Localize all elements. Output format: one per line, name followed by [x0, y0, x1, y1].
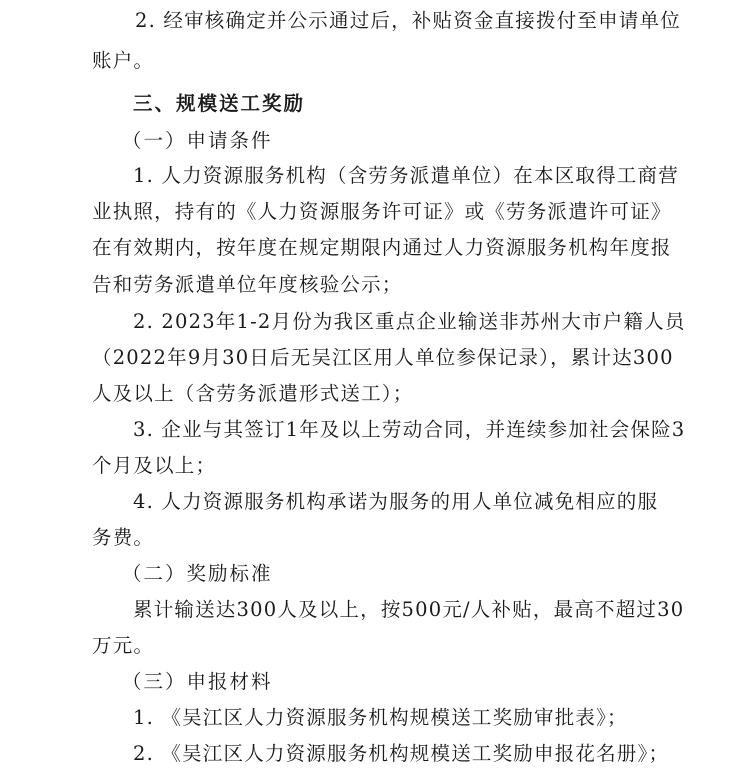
- paragraph-line: 4. 人力资源服务机构承诺为服务的用人单位减免相应的服: [133, 490, 659, 513]
- paragraph-line: 业执照，持有的《人力资源服务许可证》或《劳务派遣许可证》: [92, 200, 672, 223]
- paragraph-line: 告和劳务派遣单位年度核验公示；: [92, 273, 403, 296]
- paragraph-line: 账户。: [92, 49, 155, 72]
- paragraph-line: 1. 《吴江区人力资源服务机构规模送工奖励审批表》；: [133, 706, 628, 729]
- paragraph-line: 2. 《吴江区人力资源服务机构规模送工奖励申报花名册》；: [133, 742, 670, 765]
- paragraph-line: 3. 企业与其签订1年及以上劳动合同，并连续参加社会保险3: [133, 418, 686, 441]
- paragraph-line: 2. 2023年1-2月份为我区重点企业输送非苏州大市户籍人员: [133, 310, 686, 333]
- paragraph-line: 累计输送达300人及以上，按500元/人补贴，最高不超过30: [133, 598, 685, 621]
- sub-heading: （三）申报材料: [122, 670, 273, 693]
- paragraph-line: 个月及以上；: [92, 454, 217, 477]
- paragraph-line: （2022年9月30日后无吴江区用人单位参保记录），累计达300: [92, 346, 674, 369]
- paragraph-line: 2. 经审核确定并公示通过后，补贴资金直接拨付至申请单位: [135, 9, 681, 32]
- paragraph-line: 务费。: [92, 526, 155, 549]
- paragraph-line: 万元。: [92, 634, 155, 657]
- sub-heading: （二）奖励标准: [122, 562, 273, 585]
- paragraph-line: 在有效期内，按年度在规定期限内通过人力资源服务机构年度报: [92, 236, 672, 259]
- section-heading: 三、规模送工奖励: [133, 92, 306, 115]
- sub-heading: （一）申请条件: [122, 129, 273, 152]
- paragraph-line: 人及以上（含劳务派遣形式送工）；: [92, 382, 414, 405]
- paragraph-line: 1. 人力资源服务机构（含劳务派遣单位）在本区取得工商营: [133, 164, 679, 187]
